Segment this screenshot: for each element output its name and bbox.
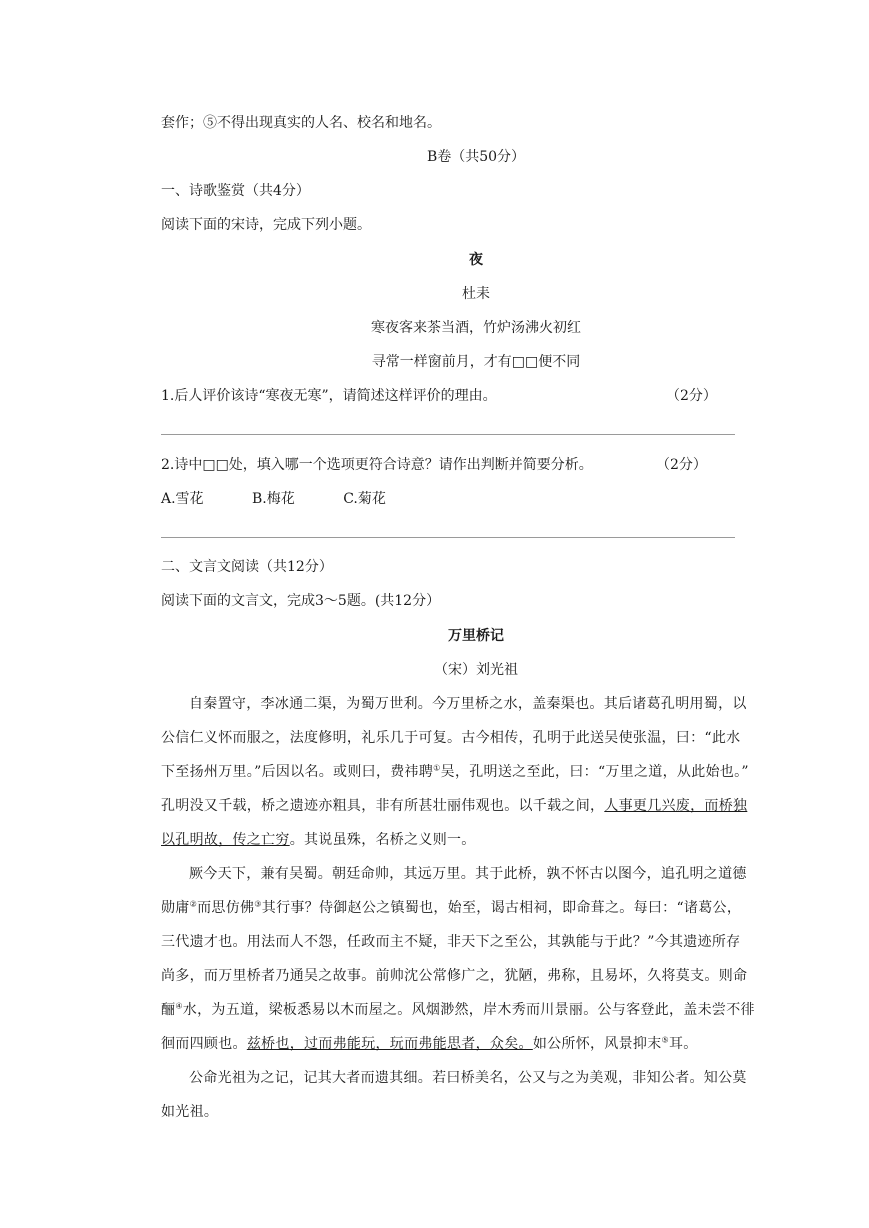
passage-line xyxy=(161,796,791,816)
question-2-options xyxy=(161,489,791,509)
passage-text: 水，为五道，梁板悉易以木而屋之。风烟渺然，岸木秀而川景丽。公与客登此，盖未尝不徘 xyxy=(182,1002,755,1018)
passage-line: 公命光祖为之记，记其大者而遗其细。若曰桥美名，公又与之为美观，非知公者。知公莫 xyxy=(189,1070,747,1086)
passage-line: 厥今天下，兼有吴蜀。朝廷命帅，其远万里。其于此桥，孰不怀古以图今，追孔明之道德 xyxy=(189,866,747,882)
passage-line: 如光祖。 xyxy=(161,1104,219,1120)
poem-author: 杜耒 xyxy=(462,286,490,302)
footnote-marker: ⑤ xyxy=(661,1035,669,1045)
passage-line xyxy=(161,898,791,918)
answer-line-1[interactable] xyxy=(161,434,735,435)
passage-text: 酾 xyxy=(161,1002,176,1018)
passage-line: 公信仁义怀而服之，法度修明，礼乐几于可复。古今相传，孔明于此送吴使张温，曰：“此水 xyxy=(161,730,741,746)
option-a: A.雪花 xyxy=(161,491,204,507)
passage-text: 勋庸 xyxy=(161,900,190,916)
passage-text: 。其说虽殊，名桥之义则一。 xyxy=(289,832,476,848)
passage-text: 孔明没又千载，桥之遗迹亦粗具，非有所甚壮丽伟观也。以千载之间， xyxy=(161,798,605,814)
passage-text: 吴，孔明送之至此，曰：“万里之道，从此始也。” xyxy=(440,764,749,780)
passage-line xyxy=(161,762,791,782)
part1-heading: 一、诗歌鉴赏（共4分） xyxy=(161,183,310,199)
footnote-marker: ① xyxy=(433,763,441,773)
option-b: B.梅花 xyxy=(252,491,295,507)
underlined-sentence: 人事更几兴废，而桥独 xyxy=(604,798,748,814)
option-c: C.菊花 xyxy=(343,491,386,507)
poem-line-1: 寒夜客来茶当酒，竹炉汤沸火初红 xyxy=(371,320,581,336)
question-1 xyxy=(161,386,791,406)
passage-text: 而思仿佛 xyxy=(197,900,255,916)
poem-line-2: 寻常一样窗前月，才有□□便不同 xyxy=(371,354,581,370)
passage-text: 其行事？侍御赵公之镇蜀也，始至，谒古相祠，即命葺之。每曰：“诸葛公， xyxy=(261,900,742,916)
passage-author: （宋）刘光祖 xyxy=(434,662,518,678)
passage-text: 耳。 xyxy=(669,1036,698,1052)
passage-line: 自秦置守，李冰通二渠，为蜀万世利。今万里桥之水，盖秦渠也。其后诸葛孔明用蜀，以 xyxy=(189,696,747,712)
question-2-points: （2分） xyxy=(656,457,707,473)
passage-title: 万里桥记 xyxy=(448,628,504,644)
passage-line xyxy=(161,830,791,850)
passage-text: 下至扬州万里。”后因以名。或则曰，费祎聘 xyxy=(161,764,434,780)
poem-title: 夜 xyxy=(469,252,483,268)
passage-line xyxy=(161,1000,791,1020)
question-1-text: 1.后人评价该诗“寒夜无寒”，请简述这样评价的理由。 xyxy=(161,388,497,404)
footnote-marker: ② xyxy=(189,899,198,909)
underlined-sentence: 以孔明故，传之亡穷 xyxy=(161,832,290,848)
question-2 xyxy=(161,455,791,475)
underlined-sentence: 兹桥也，过而弗能玩，玩而弗能思者，众矣。 xyxy=(246,1036,533,1052)
part2-heading: 二、文言文阅读（共12分） xyxy=(161,559,333,575)
passage-line: 三代遗才也。用法而人不怨，任政而主不疑，非天下之至公，其孰能与于此？”今其遗迹所存 xyxy=(161,934,741,950)
question-2-text: 2.诗中□□处，填入哪一个选项更符合诗意？请作出判断并简要分析。 xyxy=(161,457,593,473)
part2-instruction: 阅读下面的文言文，完成3～5题。(共12分） xyxy=(161,593,441,609)
passage-line: 尚多，而万里桥者乃通吴之故事。前帅沈公常修广之，犹陋，弗称，且易坏，久将莫支。则命 xyxy=(161,968,748,984)
answer-line-2[interactable] xyxy=(161,537,735,538)
question-1-points: （2分） xyxy=(666,388,717,404)
part1-instruction: 阅读下面的宋诗，完成下列小题。 xyxy=(161,217,371,233)
continuation-line: 套作；⑤不得出现真实的人名、校名和地名。 xyxy=(161,115,441,131)
section-b-title: B卷（共50分） xyxy=(426,149,526,165)
passage-line xyxy=(161,1034,791,1054)
passage-text: 如公所怀，风景抑末 xyxy=(532,1036,662,1052)
passage-text: 徊而四顾也。 xyxy=(161,1036,247,1052)
footnote-marker: ④ xyxy=(175,1001,183,1011)
footnote-marker: ③ xyxy=(254,899,262,909)
